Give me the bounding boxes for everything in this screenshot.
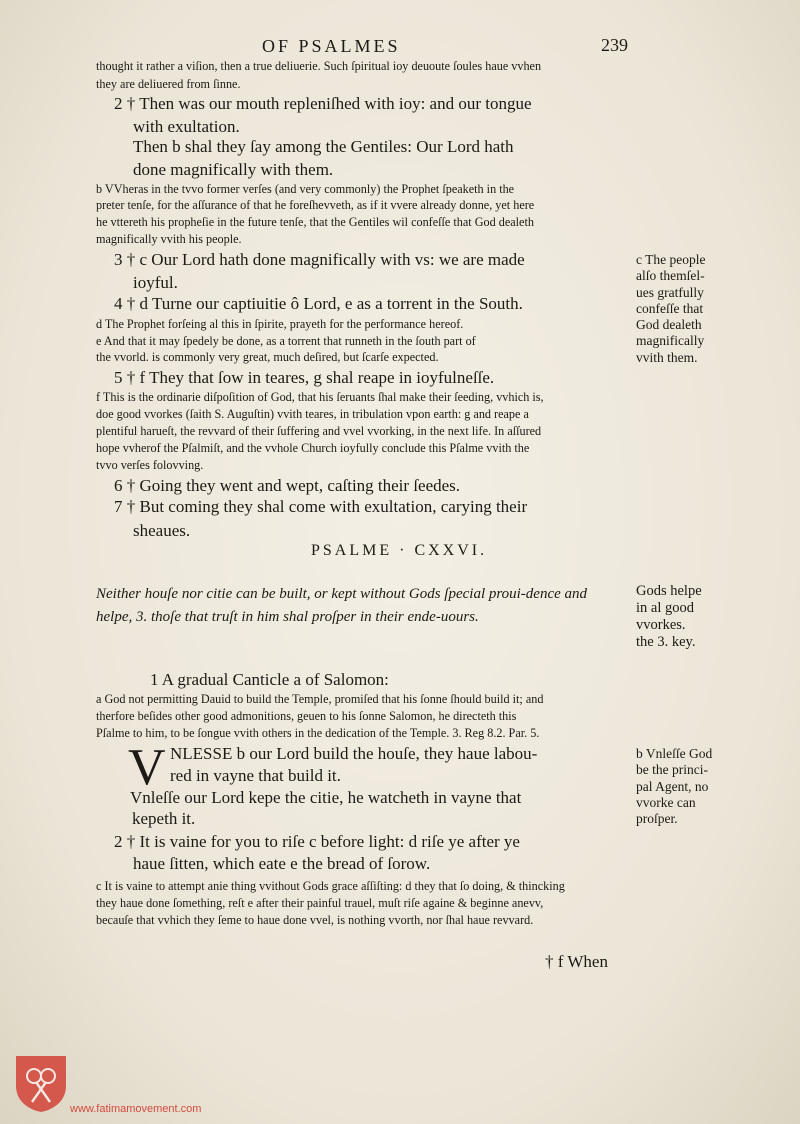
verse-line: sheaues. [133, 521, 191, 540]
verse-line: done magnifically with them. [133, 160, 334, 179]
note-line: becauſe that vvhich they ſeme to haue done vvel, is nothing vvorth, nor ſhal haue revvard. [96, 913, 534, 927]
verse-line: red in vayne that build it. [170, 766, 341, 785]
psalm-argument: Neither houſe nor citie can be built, or kept without Gods ſpecial proui-dence and helpe, 3. thoſe that truſt in him shal proſper in their ende-uours. [96, 586, 588, 625]
top-note-line: thought it rather a viſion, then a true deliuerie. Such ſpiritual ioy deuoute ſoules haue vvhen [96, 59, 542, 73]
note-line: hope vvherof the Pſalmiſt, and the vvhole Church ioyfully conclude this Pſalme vvith the [96, 441, 530, 455]
note-line: preter tenſe, for the aſſurance of that he foreſhevveth, as if it vvere already donne, yet here [96, 198, 535, 212]
catchword: † f When [545, 952, 608, 971]
note-line: magnifically vvith his people. [96, 232, 242, 246]
note-line: e And that it may ſpedely be done, as a torrent that runneth in the ſouth part of [96, 334, 476, 348]
verse-line: 7 † But coming they shal come with exultation, carying their [114, 497, 528, 516]
running-title: OF PSALMES [262, 36, 401, 56]
note-line: f This is the ordinarie diſpoſition of God, that his ſeruants ſhal make their ſeeding, vvhich is, [96, 390, 544, 404]
margin-note-key: Gods helpe in al good vvorkes. the 3. key. [636, 583, 702, 650]
note-line: the vvorld. is commonly very great, much deſired, but ſcarſe expected. [96, 350, 439, 364]
verse-line: NLESSE b our Lord build the houſe, they haue labou- [170, 744, 538, 763]
top-note-line: they are deliuered from ſinne. [96, 77, 241, 91]
note-line: tvvo verſes folovving. [96, 458, 204, 472]
page-number: 239 [601, 35, 628, 55]
drop-cap: V [128, 739, 166, 796]
verse-line: haue ſitten, which eate e the bread of ſorow. [133, 854, 431, 873]
verse-line: kepeth it. [132, 809, 196, 828]
note-line: a God not permitting Dauid to build the Temple, promiſed that his ſonne ſhould build it; and [96, 692, 544, 706]
note-line: c It is vaine to attempt anie thing vvithout Gods grace aſſiſting: d they that ſo doing, & thincking [96, 879, 565, 893]
verse-line: 4 † d Turne our captiuitie ô Lord, e as a torrent in the South. [114, 294, 523, 313]
website-url[interactable]: www.fatimamovement.com [70, 1103, 202, 1115]
margin-note-c: c The people alſo themſel- ues gratfully confeſſe that God dealeth magnifically vvith them. [636, 252, 706, 365]
note-line: doe good vvorkes (ſaith S. Auguſtin) vvith teares, in tribulation vpon earth: g and reape a [96, 407, 529, 421]
psalm-title: PSALME · CXXVI. [311, 542, 488, 559]
note-line: therfore beſides other good admonitions, geuen to his ſonne Salomon, he directeth this [96, 709, 517, 723]
note-line: b VVheras in the tvvo former verſes (and very commonly) the Prophet ſpeaketh in the [96, 182, 515, 196]
verse-line: ioyful. [133, 273, 178, 292]
verse-line: Then b shal they ſay among the Gentiles: Our Lord hath [133, 137, 514, 156]
verse-line: 2 † Then was our mouth repleniſhed with ioy: and our tongue [114, 94, 532, 113]
verse-line: 3 † c Our Lord hath done magnifically with vs: we are made [114, 250, 525, 269]
note-line: plentiful harueſt, the revvard of their ſuffering and vvel vvorking, in the next life. In aſſured [96, 424, 542, 438]
note-line: d The Prophet forſeing al this in ſpirite, prayeth for the performance hereof. [96, 317, 464, 331]
verse-line: 5 † f They that ſow in teares, g shal reape in ioyfulneſſe. [114, 368, 495, 387]
verse-line: 6 † Going they went and wept, caſting their ſeedes. [114, 476, 461, 495]
verse-line: 1 A gradual Canticle a of Salomon: [150, 670, 389, 689]
verse-line: with exultation. [133, 117, 240, 136]
note-line: they haue done ſomething, reſt e after their painful trauel, muſt riſe againe & beginne anevv, [96, 896, 544, 910]
verse-line: Vnleſſe our Lord kepe the citie, he watcheth in vayne that [130, 788, 522, 807]
verse-line: 2 † It is vaine for you to riſe c before light: d riſe ye after ye [114, 832, 520, 851]
note-line: Pſalme to him, to be ſongue vvith others in the dedication of the Temple. 3. Reg 8.2. Par. 5. [96, 726, 540, 740]
margin-note-b: b Vnleſſe God be the princi- pal Agent, no vvorke can proſper. [636, 746, 713, 827]
papal-keys-shield-icon [12, 1052, 70, 1114]
note-line: he vttereth his propheſie in the future tenſe, that the Gentiles wil confeſſe that God dealeth [96, 215, 534, 229]
